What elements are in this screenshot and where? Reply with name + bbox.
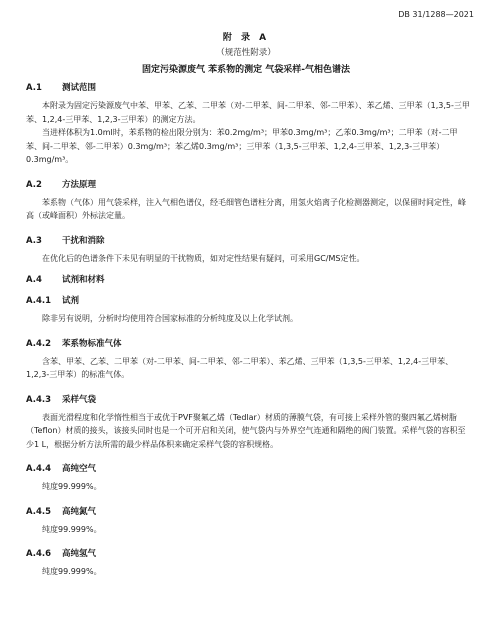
subsection-heading: A.4.5 高纯氮气 [26,506,97,517]
paragraph: 含苯、甲苯、乙苯、二甲苯（对-二甲苯、间-二甲苯、邻-二甲苯）、苯乙烯、三甲苯（1,3,5-三甲苯、1,2,4-三甲苯、1,2,3-三甲苯）的标准气体。 [26,356,454,379]
subsection-heading: A.4.4 高纯空气 [26,464,97,474]
subsection-heading: A.4.6 高纯氢气 [26,549,97,559]
paragraph: 在优化后的色谱条件下未见有明显的干扰物质，如对定性结果有疑问，可采用GC/MS定性。 [42,253,365,263]
paragraph: 本附录为固定污染源废气中苯、甲苯、乙苯、二甲苯（对-二甲苯、间-二甲苯、邻-二甲苯）、苯乙烯、三甲苯（1,3,5-三甲苯、1,2,4-三甲苯、1,2,3-三甲苯）的测定方法。 [26,101,470,124]
appendix-title: 附 录 A [222,33,270,43]
subsection-heading: A.4.1 试剂 [26,296,80,306]
section-heading: A.3 干扰和消除 [26,235,105,246]
appendix-name: 固定污染源废气 苯系物的测定 气袋采样-气相色谱法 [141,65,350,75]
section-heading: A.1 测试范围 [26,83,97,93]
paragraph: 当进样体积为1.0ml时，苯系物的检出限分别为：苯0.2mg/m³；甲苯0.3mg/m³；乙苯0.3mg/m³；二甲苯（对-二甲苯、间-二甲苯、邻-二甲苯）0.3mg/m³；苯乙烯0.3mg/m³；三甲苯（1,3,5-三甲苯、1,2,4-三甲苯、1,2,3-三甲苯）0.3mg/m³。 [26,128,458,164]
appendix-type: （规范性附录） [216,48,276,58]
standard-number: DB 31/1288—2021 [398,10,474,19]
section-heading: A.2 方法原理 [26,179,97,190]
paragraph: 除非另有说明，分析时均使用符合国家标准的分析纯度及以上化学试剂。 [42,314,298,323]
paragraph: 苯系物（气体）用气袋采样，注入气相色谱仪，经毛细管色谱柱分离，用氢火焰离子化检测器测定，以保留时间定性，峰高（或峰面积）外标法定量。 [26,197,466,220]
subsection-heading: A.4.3 采样气袋 [26,394,97,405]
section-heading: A.4 试剂和材料 [26,275,105,285]
document-body [26,82,472,579]
paragraph: 表面光滑程度和化学惰性相当于或优于PVF聚氟乙烯（Tedlar）材质的薄膜气袋，有可接上采样外管的聚四氟乙烯树脂（Teflon）材质的接头，该接头同时也是一个可开启和关闭，使气袋内与外界空气连通和隔绝的阀门装置。采样气袋的容积至少1 L，根据分析方法所需的最少样品体积来确定采样气袋的容积规格。 [26,412,466,449]
subsection-heading: A.4.2 苯系物标准气体 [26,338,122,349]
paragraph: 纯度99.999%。 [42,482,102,491]
paragraph: 纯度99.999%。 [42,567,102,576]
paragraph: 纯度99.999%。 [42,524,102,534]
